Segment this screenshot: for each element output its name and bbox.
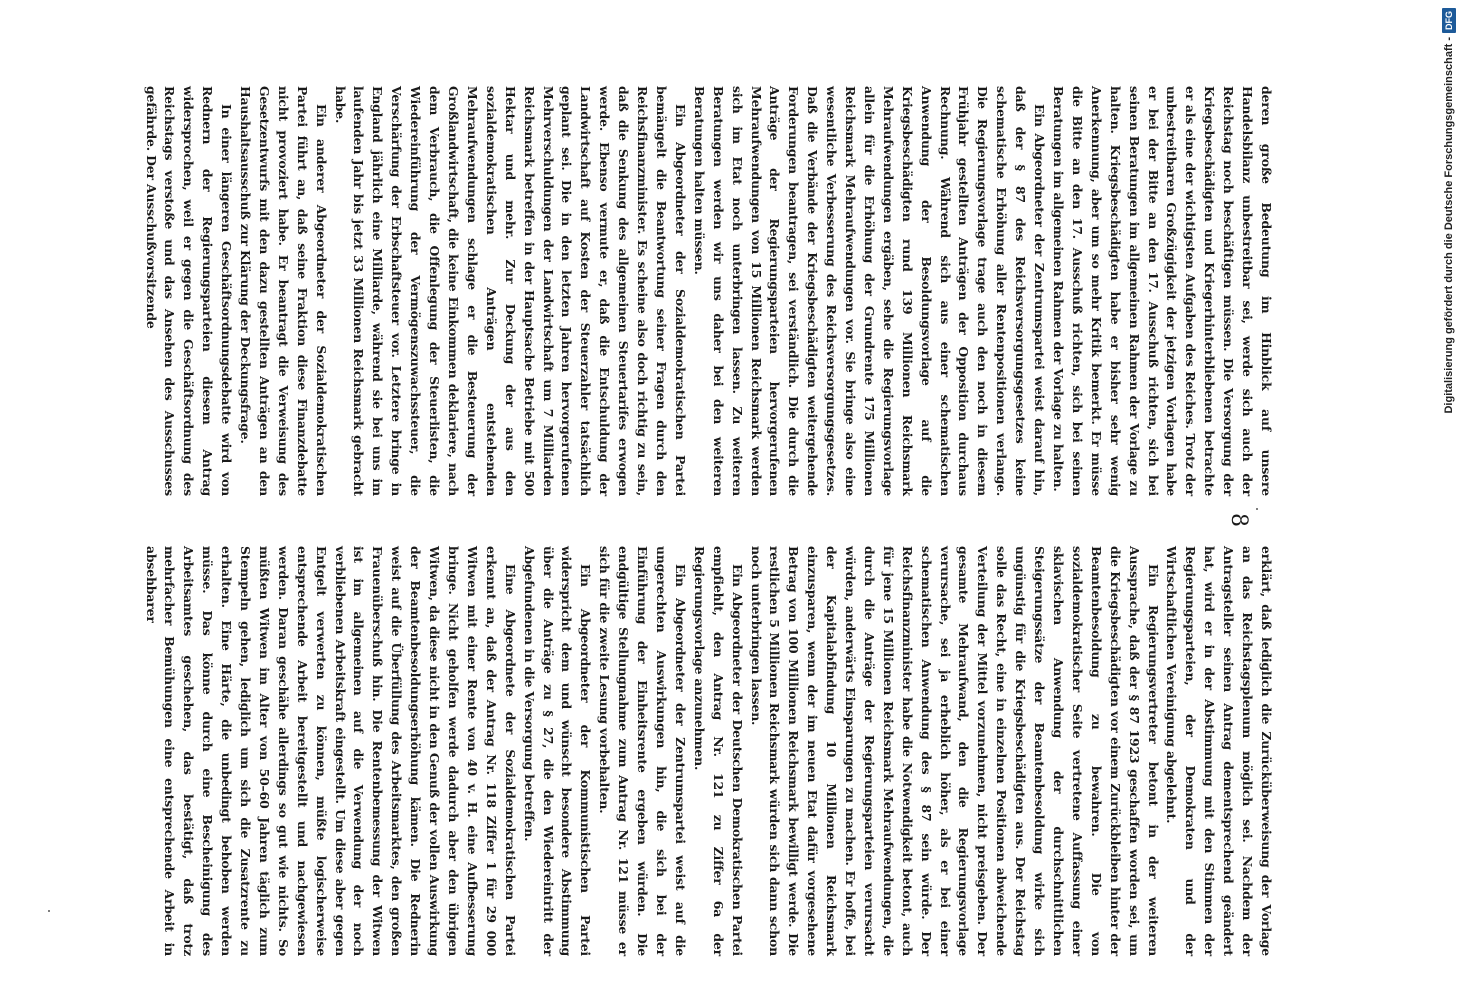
paragraph: Ein Regierungsvertreter betont in der weiteren Aussprache, daß der § 87 1923 geschaffen worden sei, um die Kriegsbeschädigten vor einem Zurückbleiben hinter der Beamtenbesoldung zu bewahren. Die von sozialdemokratischer Seite vertretene Auffassung einer sklavischen Anwendung der durchschnittlichen Steigerungssätze der Beamtenbesoldung wirke sich ungünstig für die Kriegsbeschädigten aus. Der Reichstag solle das Recht, eine in einzelnen Positionen abweichende Verteilung der Mittel vorzunehmen, nicht preisgeben. Der gesamte Mehraufwand, den die Regierungsvorlage verursache, sei ja erheblich höher, als er bei einer schematischen Anwendung des § 87 sein würde. Der Reichsfinanzminister habe die Notwendigkeit betont, auch für jene 15 Millionen Reichsmark Mehraufwendungen, die durch die Anträge der Regierungsparteien verursacht würden, anderwärts Einsparungen zu machen. Er hoffe, bei der Kapitalabfindung 10 Millionen Reichsmark einzusparen, wenn der im neuen Etat dafür vorgesehene Betrag von 100 Millionen Reichsmark bewilligt werde. Die restlichen 5 Millionen Reichsmark würden sich dann schon noch unterbringen lassen. xyxy=(748,546,1161,956)
paragraph: Eine Abgeordnete der Sozialdemokratischen Partei erkennt an, daß der Antrag Nr. 118 Ziffer 1 für 29 000 Witwen mit einer Rente von 40 v. H. eine Aufbesserung bringe. Nicht geholfen werde dadurch aber den übrigen Witwen, da diese nicht in den Genuß der vollen Auswirkung der Beamtenbesoldungserhöhung kämen. Die Rednerin weist auf die Überfüllung des Arbeitsmarktes, den großen Frauenüberschuß hin. Die Rentenbemessung der Witwen ist im allgemeinen auf die Verwendung der noch verbliebenen Arbeitskraft eingestellt. Um diese aber gegen Entgelt verwerten zu können, müßte logischerweise entsprechende Arbeit bereitgestellt und nachgewiesen werden. Daran geschähe allerdings so gut wie nichts. So müßten Witwen im Alter von 50–60 Jahren täglich zum Stempeln gehen, lediglich um sich die Zusatzrente zu erhalten. Eine Härte, die unbedingt behoben werden müsse. Das könne durch eine Bescheinigung des Arbeitsamtes geschehen, das bestätigt, daß trotz mehrfacher Bemühungen eine entsprechende Arbeit in absehbarer xyxy=(143,546,518,956)
credit-text: Digitalisierung gefördert durch die Deutsche Forschungsgemeinschaft - xyxy=(1443,37,1455,414)
paragraph: Ein anderer Abgeordneter der Sozialdemokratischen Partei führt an, daß seine Fraktion diese Finanzdebatte nicht provoziert habe. Er beantragt die Verweisung des Gesetzentwurfs mit den dazu gestellten Anträgen an den Haushaltsausschuß zur Klärung der Deckungsfrage. xyxy=(238,86,329,496)
paragraph: Ein Abgeordneter der Kommunistischen Partei widerspricht dem und wünscht besondere Abstimmung über die Anträge zu § 27, die den Wiedereintritt der Abgefundenen in die Versorgung betreffen. xyxy=(521,546,594,956)
left-text-column xyxy=(95,86,1275,496)
dfg-logo-icon: DFG xyxy=(1442,8,1456,33)
digitization-credit-strip xyxy=(1404,0,1455,1000)
page-number: 8 xyxy=(1226,513,1251,527)
paragraph: Ein Abgeordneter der Sozialdemokratischen Partei bemängelt die Beantwortung seiner Fragen durch den Reichsfinanzminister. Es scheine also doch richtig zu sein, daß die Senkung des allgemeinen Steuertarifes erwogen werde. Ebenso vermute er, daß die Entschuldung der Landwirtschaft auf Kosten der Steuerzahler tatsächlich geplant sei. Die in den letzten Jahren hervorgerufenen Mehrverschuldungen der Landwirtschaft um 7 Milliarden Reichsmark betreffen in der Hauptsache Betriebe mit 500 Hektar und mehr. Zur Deckung der aus den sozialdemokratischen Anträgen entstehenden Mehraufwendungen schlage er die Besteuerung der Großlandwirtschaft, die keine Einkommen deklariere, nach dem Verbrauch, die Offenlegung der Steuerlisten, die Wiedereinführung der Vermögenszuwachssteuer, die Verschärfung der Erbschaftsteuer vor. Letztere bringe in England jährlich eine Milliarde, während sie bei uns im laufenden Jahr bis jetzt 33 Millionen Reichsmark gebracht habe. xyxy=(332,86,688,496)
paragraph: erklärt, daß lediglich die Zurücküberweisung der Vorlage an das Reichstagsplenum möglich sei. Nachdem der Antragsteller seinen Antrag dementsprechend geändert hat, wird er in der Abstimmung mit den Stimmen der Regierungsparteien, der Demokraten und der Wirtschaftlichen Vereinigung abgelehnt. xyxy=(1164,546,1274,956)
paragraph: In einer längeren Geschäftsordnungsdebatte wird von Rednern der Regierungsparteien diesem Antrag widersprochen, weil er gegen die Geschäftsordnung des Reichstags verstoße und das Ansehen des Ausschusses gefährde. Der Ausschußvorsitzende xyxy=(143,86,235,496)
rotated-document-page xyxy=(55,80,1285,960)
scan-speck xyxy=(1256,508,1258,510)
paragraph: Ein Abgeordneter der Zentrumspartei weist auf die ungerechten Auswirkungen hin, die sich bei der Einführung der Einheitsrente ergeben würden. Die endgültige Stellungnahme zum Antrag Nr. 121 müsse er sich für die zweite Lesung vorbehalten. xyxy=(597,546,688,956)
credit-line xyxy=(1434,0,1464,1000)
paragraph: Ein Abgeordneter der Zentrumspartei weist darauf hin, daß der § 87 des Reichsversorgungsgesetzes keine schematische Erhöhung aller Rentenpositionen verlange. Die Regierungsvorlage trage auch den noch in diesem Frühjahr gestellten Anträgen der Opposition durchaus Rechnung. Während sich aus einer schematischen Anwendung der Besoldungsvorlage auf die Kriegsbeschädigten rund 139 Millionen Reichsmark Mehraufwendungen ergäben, sehe die Regierungsvorlage allein für die Erhöhung der Grundrente 175 Millionen Reichsmark Mehraufwendungen vor. Sie bringe also eine wesentliche Verbesserung des Reichsversorgungsgesetzes. Daß die Verbände der Kriegsbeschädigten weitergehende Forderungen beantragen, sei verständlich. Die durch die Anträge der Regierungsparteien hervorgerufenen Mehraufwendungen von 15 Millionen Reichsmark werden sich im Etat noch unterbringen lassen. Zu weiteren Beratungen werden wir uns daher bei den weiteren Beratungen halten müssen. xyxy=(691,86,1048,496)
right-text-column xyxy=(95,546,1275,956)
paragraph: deren große Bedeutung im Hinblick auf unsere Handelsbilanz unbestreitbar sei, werde sich auch der Reichstag noch beschäftigen müssen. Die Versorgung der Kriegsbeschädigten und Kriegerhinterbliebenen betrachte er als eine der wichtigsten Aufgaben des Reiches. Trotz der unbestreitbaren Großzügigkeit der jetzigen Vorlagen habe er bei der Bitte an den 17. Ausschuß richten, sich bei seinen Beratungen im allgemeinen Rahmen der Vorlage zu halten. Kriegsbeschädigten habe er bisher sehr wenig Anerkennung, aber um so mehr Kritik bemerkt. Er müsse die Bitte an den 17. Ausschuß richten, sich bei seinen Beratungen im allgemeinen Rahmen der Vorlage zu halten. xyxy=(1051,86,1274,496)
scan-speck xyxy=(48,910,50,912)
paragraph: Ein Abgeordneter der Deutschen Demokratischen Partei empfiehlt, den Antrag Nr. 121 zu Ziffer 6a der Regierungsvorlage anzunehmen. xyxy=(691,546,745,956)
